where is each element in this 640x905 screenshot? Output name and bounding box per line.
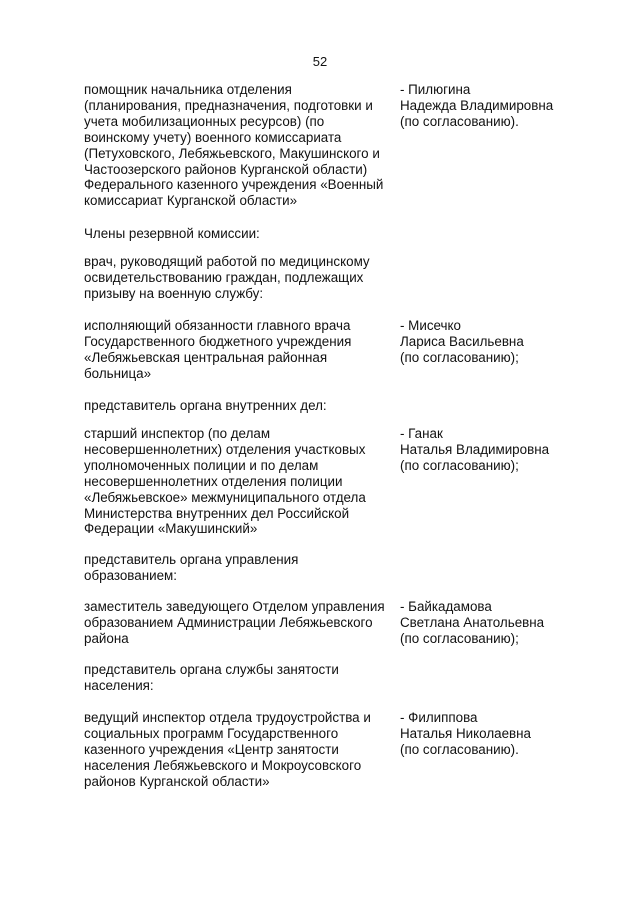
reserve-members-heading: Члены резервной комиссии: bbox=[84, 226, 260, 241]
page-number: 52 bbox=[312, 54, 328, 69]
education-role-heading: представитель органа управления образованием: bbox=[84, 552, 299, 583]
member-name: - Ганак Наталья Владимировна (по согласованию); bbox=[400, 426, 550, 473]
member-name: - Филиппова Наталья Николаевна (по согласованию). bbox=[400, 710, 531, 757]
position-description: помощник начальника отделения (планирования, предназначения, подготовки и учета мобилизационных ресурсов) (по воинскому учету) военного комиссариата (Петуховского, Лебяжьевского, Макушинского и Частоозерского районов Курганской области) Федерального казенного учреждения «Военный комиссариат Курганской области» bbox=[84, 82, 384, 209]
position-description: ведущий инспектор отдела трудоустройства и социальных программ Государственного казенного учреждения «Центр занятости населения Лебяжьевского и Мокроусовского районов Курганской области» bbox=[84, 710, 371, 789]
commission-entry-baykadamova bbox=[84, 599, 640, 647]
police-role-heading: представитель органа внутренних дел: bbox=[84, 398, 327, 413]
position-description: заместитель заведующего Отделом управления образованием Администрации Лебяжьевского района bbox=[84, 599, 385, 646]
commission-entry-misechko bbox=[84, 318, 640, 382]
commission-entry-pilyugina bbox=[84, 82, 640, 209]
position-description: старший инспектор (по делам несовершеннолетних) отделения участковых уполномоченных полиции и по делам несовершеннолетних отделения полиции «Лебяжьевское» межмуниципального отдела Министерства внутренних дел Российской Федерации «Макушинский» bbox=[84, 426, 366, 537]
commission-entry-filippova bbox=[84, 710, 640, 790]
member-name: - Мисечко Лариса Васильевна (по согласованию); bbox=[400, 318, 524, 365]
doctor-role-heading: врач, руководящий работой по медицинскому освидетельствованию граждан, подлежащих призыву на военную службу: bbox=[84, 254, 370, 301]
member-name: - Пилюгина Надежда Владимировна (по согласованию). bbox=[400, 82, 554, 129]
commission-entry-ganak bbox=[84, 426, 640, 537]
position-description: исполняющий обязанности главного врача Государственного бюджетного учреждения «Лебяжьевская центральная районная больница» bbox=[84, 318, 352, 381]
member-name: - Байкадамова Светлана Анатольевна (по согласованию); bbox=[400, 599, 545, 646]
employment-role-heading: представитель органа службы занятости населения: bbox=[84, 662, 339, 693]
